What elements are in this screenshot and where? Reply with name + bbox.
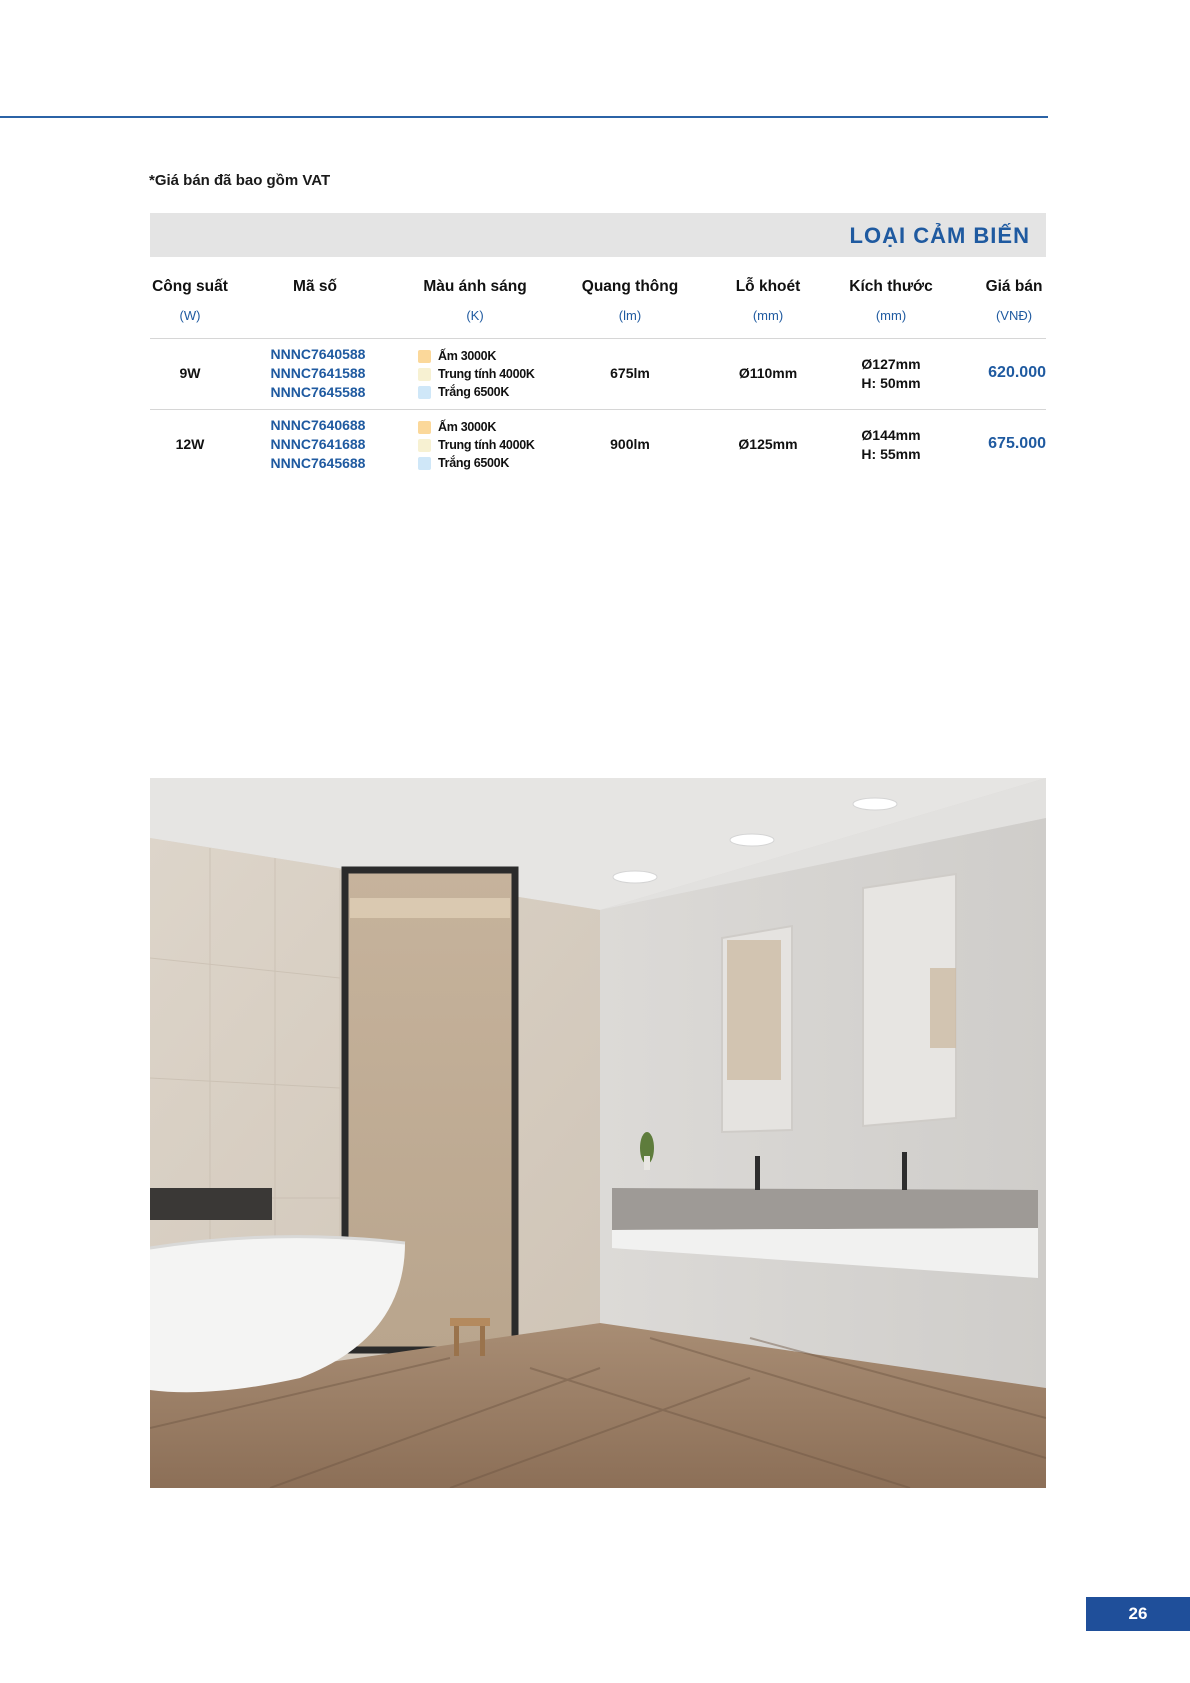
header-light-color: Màu ánh sáng (K) bbox=[423, 278, 527, 323]
size-value: Ø127mm H: 50mm bbox=[861, 356, 921, 391]
light-colors bbox=[418, 418, 535, 472]
header-power: Công suất (W) bbox=[152, 278, 228, 323]
header-size: Kích thước (mm) bbox=[849, 278, 933, 323]
header-cutout: Lỗ khoét (mm) bbox=[735, 278, 801, 323]
warm-swatch-icon bbox=[418, 421, 431, 434]
color-neutral: Trung tính 4000K bbox=[418, 365, 535, 383]
section-bar bbox=[150, 213, 1046, 257]
neutral-swatch-icon bbox=[418, 439, 431, 452]
header-luminous-flux: Quang thông (lm) bbox=[581, 278, 679, 323]
color-white: Trắng 6500K bbox=[418, 383, 535, 401]
product-code: NNNC7641688 bbox=[270, 436, 366, 452]
neutral-swatch-icon bbox=[418, 368, 431, 381]
white-swatch-icon bbox=[418, 386, 431, 399]
lumen-value: 675lm bbox=[610, 365, 650, 381]
color-white: Trắng 6500K bbox=[418, 454, 535, 472]
vat-note: *Giá bán đã bao gồm VAT bbox=[149, 172, 331, 189]
color-warm: Ấm 3000K bbox=[418, 418, 535, 436]
table-row bbox=[150, 409, 1046, 481]
bathroom-illustration bbox=[150, 778, 1046, 1488]
color-warm: Ấm 3000K bbox=[418, 347, 535, 365]
price-value: 620.000 bbox=[988, 364, 1046, 381]
header-code: Mã số bbox=[293, 278, 337, 295]
header-price: Giá bán (VNĐ) bbox=[985, 278, 1043, 323]
bathroom-photo bbox=[150, 778, 1046, 1488]
price-value: 675.000 bbox=[988, 435, 1046, 452]
power-value: 9W bbox=[179, 365, 201, 381]
product-code: NNNC7640688 bbox=[270, 417, 366, 433]
product-code: NNNC7641588 bbox=[270, 365, 366, 381]
product-code: NNNC7645588 bbox=[270, 384, 366, 400]
white-swatch-icon bbox=[418, 457, 431, 470]
cutout-value: Ø110mm bbox=[738, 365, 798, 381]
warm-swatch-icon bbox=[418, 350, 431, 363]
top-rule bbox=[0, 116, 1048, 118]
product-codes bbox=[268, 345, 368, 402]
section-title: LOẠI CẢM BIẾN bbox=[849, 223, 1030, 248]
page-number: 26 bbox=[1086, 1597, 1190, 1631]
product-code: NNNC7645688 bbox=[270, 455, 366, 471]
power-value: 12W bbox=[175, 436, 205, 452]
cutout-value: Ø125mm bbox=[738, 436, 798, 452]
product-code: NNNC7640588 bbox=[270, 346, 366, 362]
lumen-value: 900lm bbox=[610, 436, 650, 452]
size-value: Ø144mm H: 55mm bbox=[861, 427, 921, 462]
product-codes bbox=[268, 416, 368, 473]
table-row bbox=[150, 338, 1046, 410]
color-neutral: Trung tính 4000K bbox=[418, 436, 535, 454]
light-colors bbox=[418, 347, 535, 401]
